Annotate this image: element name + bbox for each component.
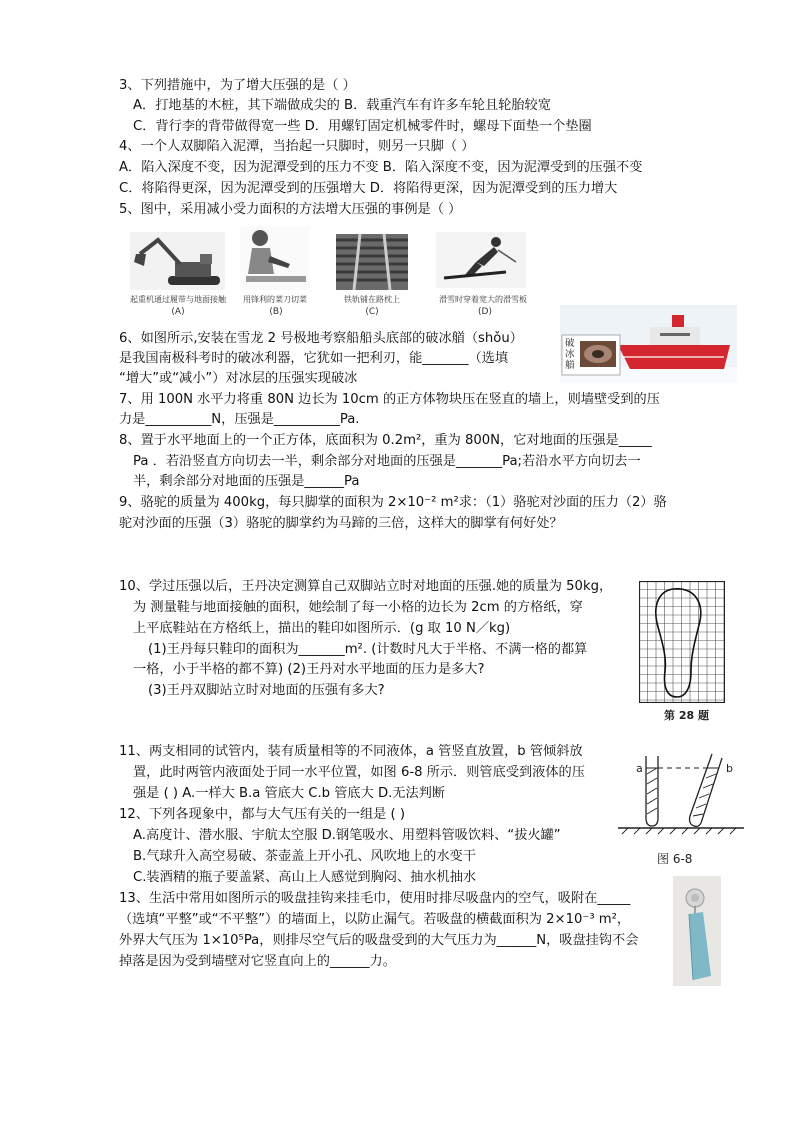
q13-line-2: （选填“平整”或“不平整”）的墙面上，以防止漏气。若吸盘的横截面积为 2×10⁻³ m²， bbox=[119, 912, 631, 927]
q10-line-2: 为 测量鞋与地面接触的面积，她绘制了每一小格的边长为 2cm 的方格纸，穿 bbox=[133, 600, 583, 615]
q11-line-2: 置，此时两管内液面处于同一水平位置，如图 6-8 所示．则管底受到液体的压 bbox=[133, 765, 585, 780]
q5-stem: 5、图中，采用减小受力面积的方法增大压强的事例是（ ） bbox=[119, 202, 462, 217]
q8-line-3: 半，剩余部分对地面的压强是______Pa bbox=[133, 474, 360, 489]
q7-line-2: 力是__________N，压强是__________Pa. bbox=[119, 412, 360, 427]
q8-line-1: 8、置于水平地面上的一个正方体，底面积为 0.2m²，重为 800N，它对地面的压强是_____ bbox=[119, 433, 652, 448]
letter-c: (C) bbox=[365, 307, 379, 317]
q10-line-1: 10、学过压强以后，王丹决定测算自己双脚站立时对地面的压强.她的质量为 50kg， bbox=[119, 579, 613, 594]
q6-line-3: “增大”或“减小”）对冰层的压强实现破冰 bbox=[119, 371, 358, 386]
q7-line-1: 7、用 100N 水平力将重 80N 边长为 10cm 的正方体物块压在竖直的墙上，则墙壁受到的压 bbox=[119, 392, 660, 407]
q4-options-cd: C．将陷得更深，因为泥潭受到的压强增大 D．将陷得更深，因为泥潭受到的压力增大 bbox=[119, 181, 618, 196]
shoe-outline bbox=[656, 589, 701, 697]
q4-options-ab: A．陷入深度不变，因为泥潭受到的压力不变 B．陷入深度不变，因为泥潭受到的压强不变 bbox=[119, 160, 643, 175]
q11-figure-caption: 图 6-8 bbox=[657, 852, 693, 866]
caption-b: 用锋利的菜刀切菜 bbox=[243, 295, 307, 304]
q9-line-1: 9、骆驼的质量为 400kg，每只脚掌的面积为 2×10⁻² m²求：（1）骆驼对沙面的压力（2）骆 bbox=[119, 495, 667, 510]
tube-b-label: b bbox=[726, 762, 733, 775]
letter-a: (A) bbox=[171, 307, 185, 317]
q10-figure-caption: 第 28 题 bbox=[664, 709, 709, 722]
q10-line-4: (1)王丹每只鞋印的面积为_______m². (计数时凡大于半格、不满一格的都算 bbox=[148, 642, 588, 657]
skier-image bbox=[436, 232, 526, 288]
q12-stem: 12、下列各现象中，都与大气压有关的一组是 ( ) bbox=[119, 807, 406, 822]
q6-line-2: 是我国南极科考时的破冰利器，它犹如一把利刃，能_______（选填 bbox=[119, 351, 509, 366]
q12-option-a-d: A.高度计、潜水服、宇航太空服 D.钢笔吸水、用塑料管吸饮料、“拔火罐” bbox=[133, 828, 561, 843]
shoe-print-grid bbox=[639, 581, 725, 703]
q11-line-1: 11、两支相同的试管内，装有质量相等的不同液体，a 管竖直放置，b 管倾斜放 bbox=[119, 744, 583, 759]
q13-line-3: 外界大气压为 1×10⁵Pa，则排尽空气后的吸盘受到的大气压力为______N，吸盘挂钩不会 bbox=[119, 933, 639, 948]
caption-a: 起重机通过履带与地面接触 bbox=[130, 295, 226, 304]
letter-d: (D) bbox=[478, 307, 492, 317]
knife-cutting-image bbox=[240, 226, 310, 290]
suction-hook-towel-image bbox=[673, 876, 721, 986]
q3-stem: 3、下列措施中，为了增大压强的是（ ） bbox=[119, 78, 356, 93]
excavator-image bbox=[130, 232, 225, 290]
q10-line-3: 上平底鞋站在方格纸上，描出的鞋印如图所示．(g 取 10 N／kg) bbox=[133, 621, 511, 636]
q13-line-4: 掉落是因为受到墙壁对它竖直向上的______力。 bbox=[119, 954, 396, 969]
letter-b: (B) bbox=[269, 307, 283, 317]
q8-line-2: Pa ．若沿竖直方向切去一半，剩余部分对地面的压强是_______Pa;若沿水平方向切去一 bbox=[133, 454, 641, 469]
caption-d: 滑雪时穿着宽大的滑雪板 bbox=[439, 295, 527, 304]
q13-line-1: 13、生活中常用如图所示的吸盘挂钩来挂毛巾，使用时排尽吸盘内的空气，吸附在_____ bbox=[119, 891, 631, 906]
caption-c: 铁轨铺在路枕上 bbox=[344, 295, 400, 304]
q10-line-5: 一格，小于半格的都不算) (2)王丹对水平地面的压力是多大? bbox=[133, 662, 485, 677]
q3-options-cd: C．背行李的背带做得宽一些 D．用螺钉固定机械零件时，螺母下面垫一个垫圈 bbox=[133, 119, 592, 134]
q9-line-2: 驼对沙面的压强（3）骆驼的脚掌约为马蹄的三倍，这样大的脚掌有何好处？ bbox=[119, 516, 563, 531]
icebreaker-ship-image bbox=[560, 305, 737, 383]
icebreaker-figure bbox=[560, 305, 737, 383]
railway-track-image bbox=[336, 234, 408, 290]
q10-line-6: (3)王丹双脚站立时对地面的压强有多大? bbox=[148, 683, 385, 698]
q3-options-ab: A．打地基的木桩，其下端做成尖的 B．载重汽车有许多车轮且轮胎较宽 bbox=[133, 98, 551, 113]
q4-stem: 4、一个人双脚陷入泥潭，当抬起一只脚时，则另一只脚（ ） bbox=[119, 139, 475, 154]
inset-label: 破冰艏 bbox=[565, 338, 575, 371]
tube-a-label: a bbox=[636, 762, 643, 775]
q11-line-3: 强是 ( ) A.一样大 B.a 管底大 C.b 管底大 D.无法判断 bbox=[133, 786, 446, 801]
q12-option-b: B.气球升入高空易破、茶壶盖上开小孔、风吹地上的水变干 bbox=[133, 849, 476, 864]
q12-option-c: C.装酒精的瓶子要盖紧、高山上人感觉到胸闷、抽水机抽水 bbox=[133, 870, 477, 885]
q6-line-1: 6、如图所示,安装在雪龙 2 号极地考察船船头底部的破冰艏（shǒu） bbox=[119, 331, 523, 346]
